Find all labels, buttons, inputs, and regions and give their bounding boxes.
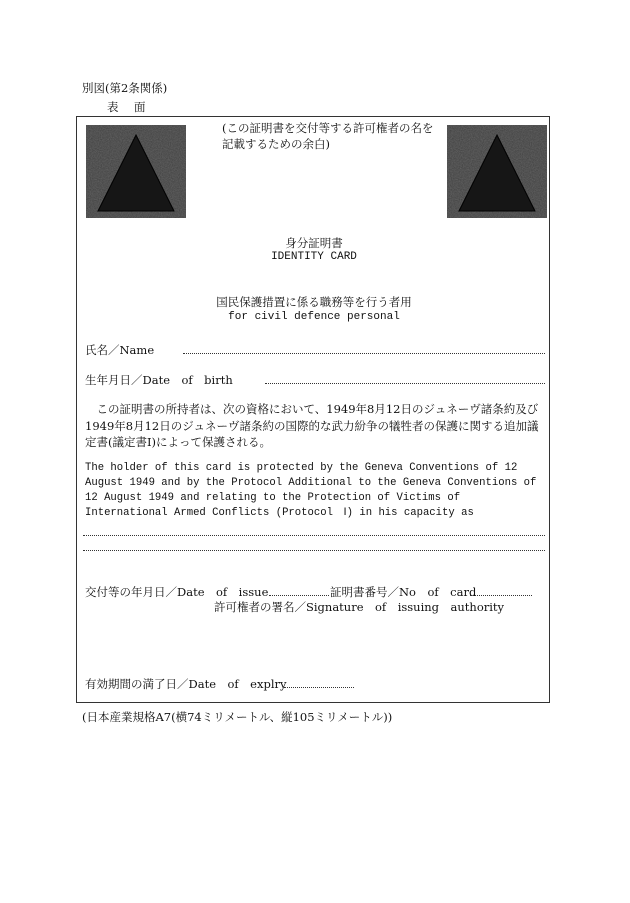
purpose-english: for civil defence personal xyxy=(228,311,400,323)
signature-label: 許可権者の署名／Signature of issuing authority xyxy=(214,600,505,614)
card-title-english: IDENTITY CARD xyxy=(271,251,357,263)
issuer-space-note: (この証明書を交付等する許可権者の名を記載するための余白) xyxy=(222,121,434,151)
date-of-birth-label: 生年月日／Date of birth xyxy=(85,373,233,387)
page-reference: 別図(第2条関係) xyxy=(82,81,168,95)
size-footnote: (日本産業規格A7(横74ミリメートル、縦105ミリメートル)) xyxy=(82,710,393,724)
card-title-japanese: 身分証明書 xyxy=(285,236,343,250)
card-number-field-line xyxy=(470,595,532,596)
civil-defence-triangle-icon xyxy=(447,125,547,218)
expiry-date-label: 有効期間の満了日／Date of explry xyxy=(85,677,287,691)
protection-statement-japanese: この証明書の所持者は、次の資格において、1949年8月12日のジュネーヴ諸条約及び1949年8月12日のジュネーヴ諸条約の国際的な武力紛争の犠牲者の保護に関する追加議定書(議定書Ⅰ)によって保護される。 xyxy=(85,402,539,449)
capacity-field-line xyxy=(83,550,545,551)
name-label: 氏名／Name xyxy=(85,343,155,357)
date-of-birth-field-line xyxy=(265,383,545,384)
date-of-issue-field-line xyxy=(269,595,329,596)
civil-defence-triangle-icon xyxy=(86,125,186,218)
identity-card xyxy=(76,116,550,703)
side-label: 表 面 xyxy=(107,100,148,114)
purpose-japanese: 国民保護措置に係る職務等を行う者用 xyxy=(216,295,412,309)
date-of-issue-label: 交付等の年月日／Date of issue xyxy=(85,585,269,599)
capacity-field-line xyxy=(83,535,545,536)
card-number-label: 証明書番号／No of card xyxy=(330,585,477,599)
name-field-line xyxy=(183,353,545,354)
expiry-date-field-line xyxy=(284,687,354,688)
protection-statement-english: The holder of this card is protected by the Geneva Conventions of 12 August 1949 and by the Protocol Additional to the Geneva Conventions of 12 August 1949 and relating to the Protection of Victims of International Armed Conflicts (Protocol Ⅰ) in his capacity as xyxy=(85,462,537,519)
